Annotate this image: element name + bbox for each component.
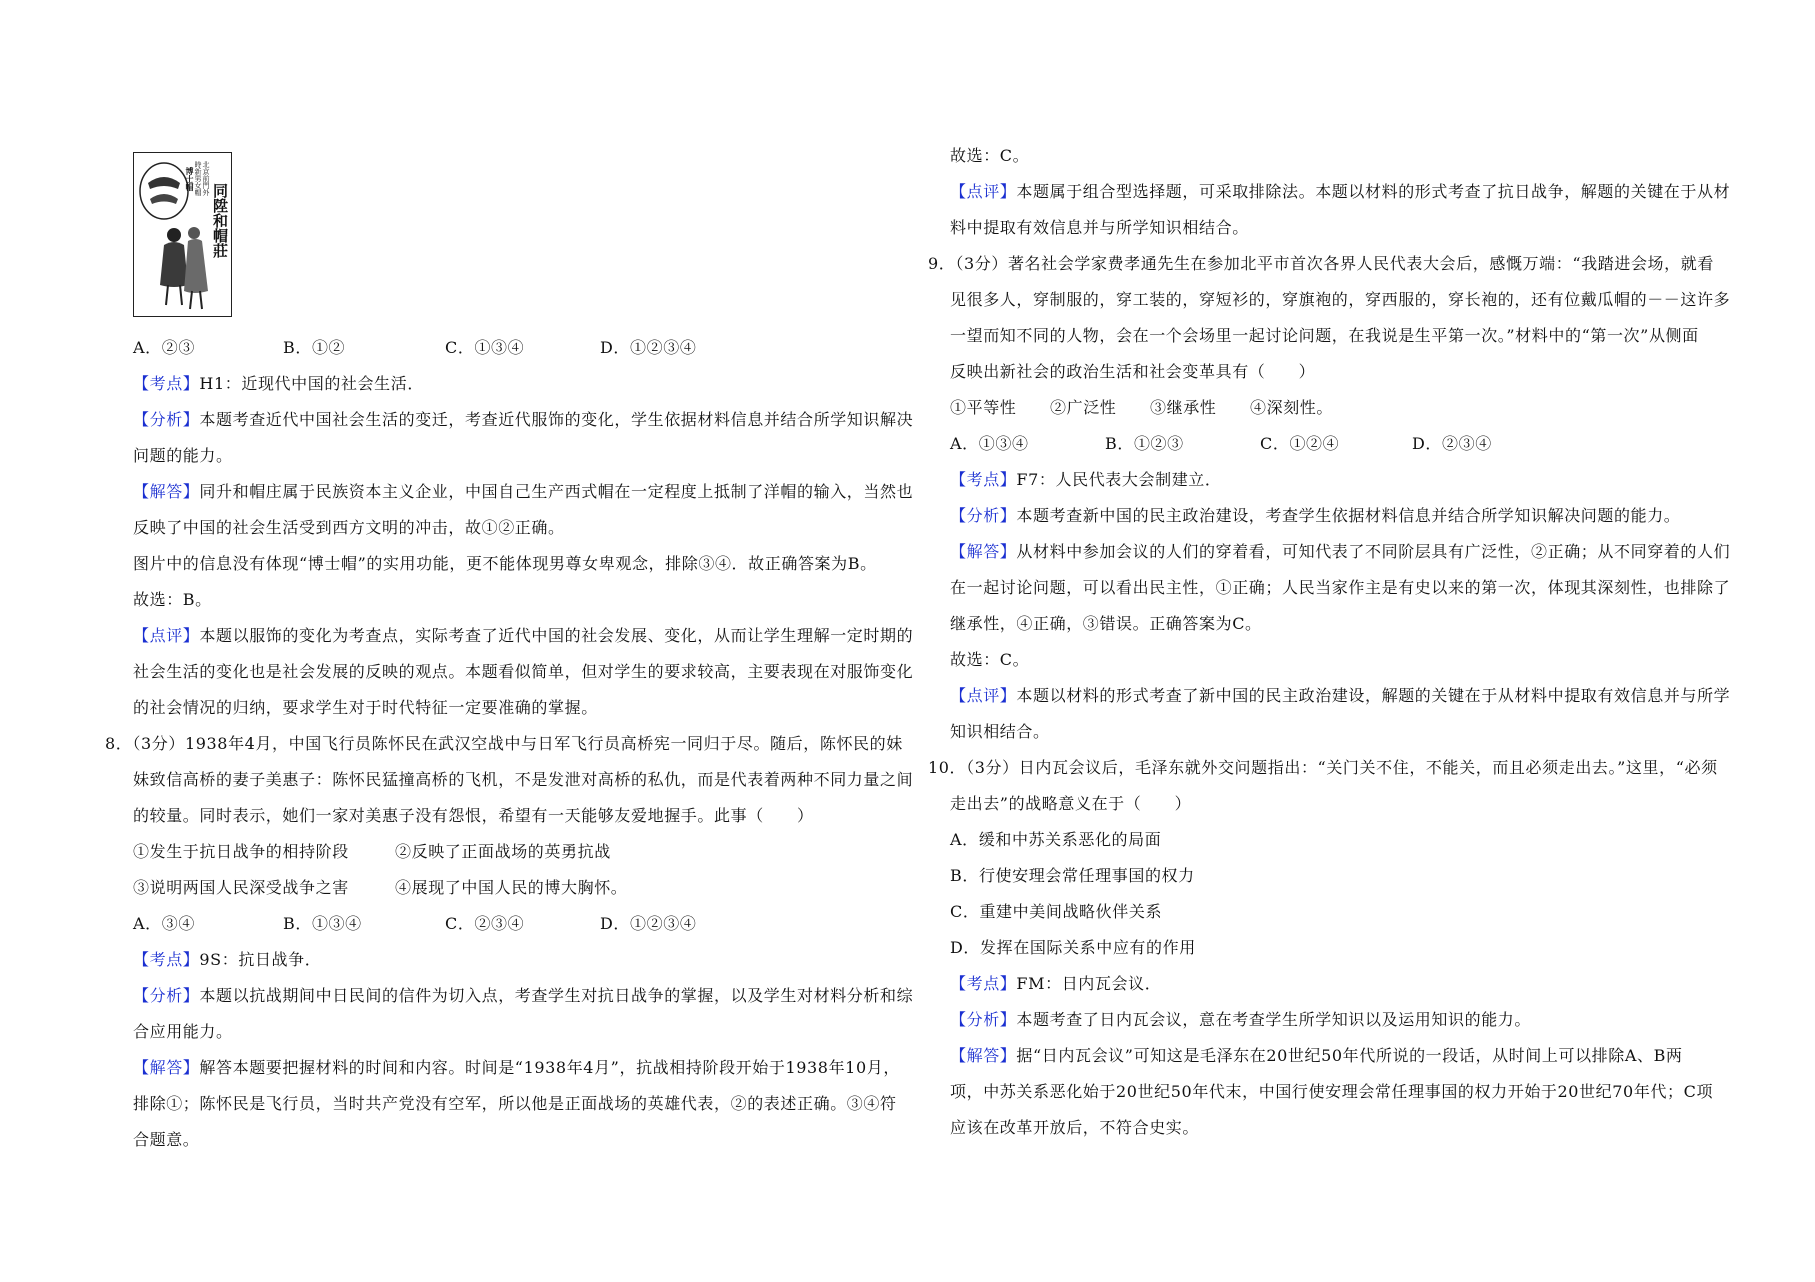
q7-jieda-cont: 图片中的信息没有体现“博士帽”的实用功能，更不能体现男尊女卑观念，排除③④．故正确答案为B。 — [133, 554, 877, 573]
jieda-text: 解答本题要把握材料的时间和内容。时间是“1938年4月”，抗战相持阶段开始于1938年10月， — [199, 1058, 900, 1077]
dianping-text: 本题以服饰的变化为考查点，实际考查了近代中国的社会发展、变化，从而让学生理解一定时期的 — [199, 626, 914, 645]
figure-leg — [180, 285, 182, 305]
q9-guxuan: 故选：C。 — [950, 650, 1030, 669]
option-c: C．②③④ — [445, 914, 525, 933]
q10-option-a: A．缓和中苏关系恶化的局面 — [950, 830, 1162, 849]
q10-jieda — [950, 1045, 1683, 1067]
fenxi-tag: 【分析】 — [133, 986, 200, 1005]
fenxi-tag: 【分析】 — [950, 506, 1017, 525]
item-1: ①发生于抗日战争的相持阶段 — [133, 842, 349, 861]
figure-leg — [166, 285, 168, 305]
q8-items-row — [133, 841, 611, 863]
q8-jieda-cont: 排除①；陈怀民是飞行员，当时共产党没有空军，所以他是正面战场的英雄代表，②的表述正确。③④符 — [133, 1094, 897, 1113]
ad-side-text: 北京前門外 — [202, 161, 210, 196]
q9-options-row — [950, 433, 1492, 455]
q8-jieda — [133, 1057, 900, 1079]
dianping-text: 本题属于组合型选择题，可采取排除法。本题以材料的形式考查了抗日战争，解题的关键在于从材 — [1016, 182, 1731, 201]
item-2: ②广泛性 — [1050, 398, 1117, 417]
jieda-tag: 【解答】 — [133, 482, 200, 501]
fenxi-tag: 【分析】 — [133, 410, 200, 429]
jieda-tag: 【解答】 — [133, 1058, 200, 1077]
figure-body — [184, 239, 208, 293]
q8-kaodian — [133, 949, 321, 971]
fenxi-text: 本题考查了日内瓦会议，意在考查学生所学知识以及运用知识的能力。 — [1016, 1010, 1532, 1029]
q10-stem-cont: 走出去”的战略意义在于（ ） — [950, 794, 1192, 813]
q8-options-row — [133, 913, 696, 935]
kaodian-tag: 【考点】 — [133, 950, 200, 969]
option-a: A．②③ — [133, 338, 195, 357]
fenxi-text: 本题考查新中国的民主政治建设，考查学生依据材料信息并结合所学知识解决问题的能力。 — [1016, 506, 1681, 525]
hat-advertisement-image — [133, 152, 232, 317]
q9-dianping — [950, 685, 1730, 707]
figure-head — [188, 227, 200, 239]
q10-jieda-cont: 项，中苏关系恶化始于20世纪50年代末，中国行使安理会常任理事国的权力开始于20世纪70年代；C项 — [950, 1082, 1714, 1101]
kaodian-text: H1：近现代中国的社会生活． — [199, 374, 424, 393]
kaodian-tag: 【考点】 — [950, 974, 1017, 993]
dianping-tag: 【点评】 — [950, 686, 1017, 705]
q10-option-b: B．行使安理会常任理事国的权力 — [950, 866, 1195, 885]
dianping-text: 本题以材料的形式考查了新中国的民主政治建设，解题的关键在于从材料中提取有效信息并与所学 — [1016, 686, 1731, 705]
option-b: B．①③④ — [283, 914, 362, 933]
q9-jieda — [950, 541, 1730, 563]
ad-side-text: 時新男女帽 — [194, 161, 202, 196]
option-a: A．③④ — [133, 914, 195, 933]
q8-items-row — [133, 877, 627, 899]
q7-options-row — [133, 337, 696, 359]
q8-dianping — [950, 181, 1730, 203]
q8-guxuan: 故选：C。 — [950, 146, 1030, 165]
hat-drawing — [150, 194, 178, 204]
q9-fenxi — [950, 505, 1680, 527]
advertisement-illustration — [134, 153, 232, 317]
option-c: C．①②④ — [1260, 434, 1340, 453]
q7-guxuan: 故选：B。 — [133, 590, 212, 609]
q8-fenxi-cont: 合应用能力。 — [133, 1022, 233, 1041]
item-3: ③说明两国人民深受战争之害 — [133, 878, 349, 897]
q7-fenxi-cont: 问题的能力。 — [133, 446, 233, 465]
q8-stem-cont: 妹致信高桥的妻子美惠子：陈怀民猛撞高桥的飞机，不是发泄对高桥的私仇，而是代表着两种不同力量之间 — [133, 770, 914, 789]
q9-dianping-cont: 知识相结合。 — [950, 722, 1050, 741]
ad-main-title: 同陞和帽莊 — [211, 183, 229, 258]
option-d: D．①②③④ — [600, 338, 697, 357]
dianping-tag: 【点评】 — [133, 626, 200, 645]
dianping-tag: 【点评】 — [950, 182, 1017, 201]
q9-stem-cont: 一望而知不同的人物，会在一个会场里一起讨论问题，在我说是生平第一次。”材料中的“第一次”从侧面 — [950, 326, 1699, 345]
figure-head — [167, 228, 181, 242]
q9-jieda-cont: 继承性，④正确，③错误。正确答案为C。 — [950, 614, 1262, 633]
item-2: ②反映了正面战场的英勇抗战 — [395, 842, 611, 861]
q10-stem: 10．（3分）日内瓦会议后，毛泽东就外交问题指出：“关门关不住，不能关，而且必须走出去。”这里，“必须 — [928, 758, 1718, 777]
jieda-tag: 【解答】 — [950, 542, 1017, 561]
q7-dianping-cont: 社会生活的变化也是社会发展的反映的观点。本题看似简单，但对学生的要求较高，主要表现在对服饰变化 — [133, 662, 914, 681]
item-4: ④展现了中国人民的博大胸怀。 — [395, 878, 628, 897]
figure-body — [160, 242, 188, 287]
option-c: C．①③④ — [445, 338, 525, 357]
q10-option-d: D．发挥在国际关系中应有的作用 — [950, 938, 1196, 957]
option-b: B．①② — [283, 338, 346, 357]
q8-stem-cont: 的较量。同时表示，她们一家对美惠子没有怨恨，希望有一天能够友爱地握手。此事（ ） — [133, 806, 814, 825]
ad-side-text: 博士帽 — [185, 167, 195, 191]
q7-dianping-cont: 的社会情况的归纳，要求学生对于时代特征一定要准确的掌握。 — [133, 698, 598, 717]
option-a: A．①③④ — [950, 434, 1029, 453]
fenxi-tag: 【分析】 — [950, 1010, 1017, 1029]
jieda-text: 据“日内瓦会议”可知这是毛泽东在20世纪50年代所说的一段话，从时间上可以排除A、B两 — [1016, 1046, 1683, 1065]
option-d: D．①②③④ — [600, 914, 697, 933]
q7-jieda — [133, 481, 913, 503]
q9-kaodian — [950, 469, 1222, 491]
item-4: ④深刻性。 — [1250, 398, 1334, 417]
q8-stem: 8．（3分）1938年4月，中国飞行员陈怀民在武汉空战中与日军飞行员高桥宪一同归于尽。随后，陈怀民的妹 — [105, 734, 903, 753]
q7-kaodian — [133, 373, 424, 395]
kaodian-text: 9S：抗日战争． — [199, 950, 322, 969]
speech-bubble — [140, 163, 188, 219]
jieda-text: 从材料中参加会议的人们的穿着看，可知代表了不同阶层具有广泛性，②正确；从不同穿着的人们 — [1016, 542, 1731, 561]
q9-stem-cont: 见很多人，穿制服的，穿工装的，穿短衫的，穿旗袍的，穿西服的，穿长袍的，还有位戴瓜帽的－－这许多 — [950, 290, 1731, 309]
q10-fenxi — [950, 1009, 1531, 1031]
item-1: ①平等性 — [950, 398, 1017, 417]
q7-jieda-cont: 反映了中国的社会生活受到西方文明的冲击，故①②正确。 — [133, 518, 565, 537]
jieda-tag: 【解答】 — [950, 1046, 1017, 1065]
kaodian-text: FM：日内瓦会议． — [1016, 974, 1162, 993]
figure-leg — [190, 291, 192, 309]
q9-stem-cont: 反映出新社会的政治生活和社会变革具有（ ） — [950, 362, 1316, 381]
q9-jieda-cont: 在一起讨论问题，可以看出民主性，①正确；人民当家作主是有史以来的第一次，体现其深刻性，也排除了 — [950, 578, 1731, 597]
figure-leg — [200, 291, 202, 309]
fenxi-text: 本题以抗战期间中日民间的信件为切入点，考查学生对抗日战争的掌握，以及学生对材料分析和综 — [199, 986, 914, 1005]
q10-option-c: C．重建中美间战略伙伴关系 — [950, 902, 1163, 921]
kaodian-text: F7：人民代表大会制建立． — [1016, 470, 1222, 489]
hat-drawing — [148, 177, 180, 189]
q9-stem: 9．（3分）著名社会学家费孝通先生在参加北平市首次各界人民代表大会后，感慨万端：“我踏进会场，就看 — [928, 254, 1714, 273]
kaodian-tag: 【考点】 — [133, 374, 200, 393]
q10-kaodian — [950, 973, 1161, 995]
q7-fenxi — [133, 409, 913, 431]
fenxi-text: 本题考查近代中国社会生活的变迁，考查近代服饰的变化，学生依据材料信息并结合所学知识解决 — [199, 410, 914, 429]
q9-items-row — [950, 397, 1333, 419]
kaodian-tag: 【考点】 — [950, 470, 1017, 489]
option-b: B．①②③ — [1105, 434, 1184, 453]
option-d: D．②③④ — [1412, 434, 1492, 453]
q7-dianping — [133, 625, 913, 647]
q8-dianping-cont: 料中提取有效信息并与所学知识相结合。 — [950, 218, 1249, 237]
item-3: ③继承性 — [1150, 398, 1217, 417]
q8-fenxi — [133, 985, 913, 1007]
jieda-text: 同升和帽庄属于民族资本主义企业，中国自己生产西式帽在一定程度上抵制了洋帽的输入，当然也 — [199, 482, 914, 501]
q10-jieda-cont: 应该在改革开放后，不符合史实。 — [950, 1118, 1200, 1137]
q8-jieda-cont: 合题意。 — [133, 1130, 200, 1149]
